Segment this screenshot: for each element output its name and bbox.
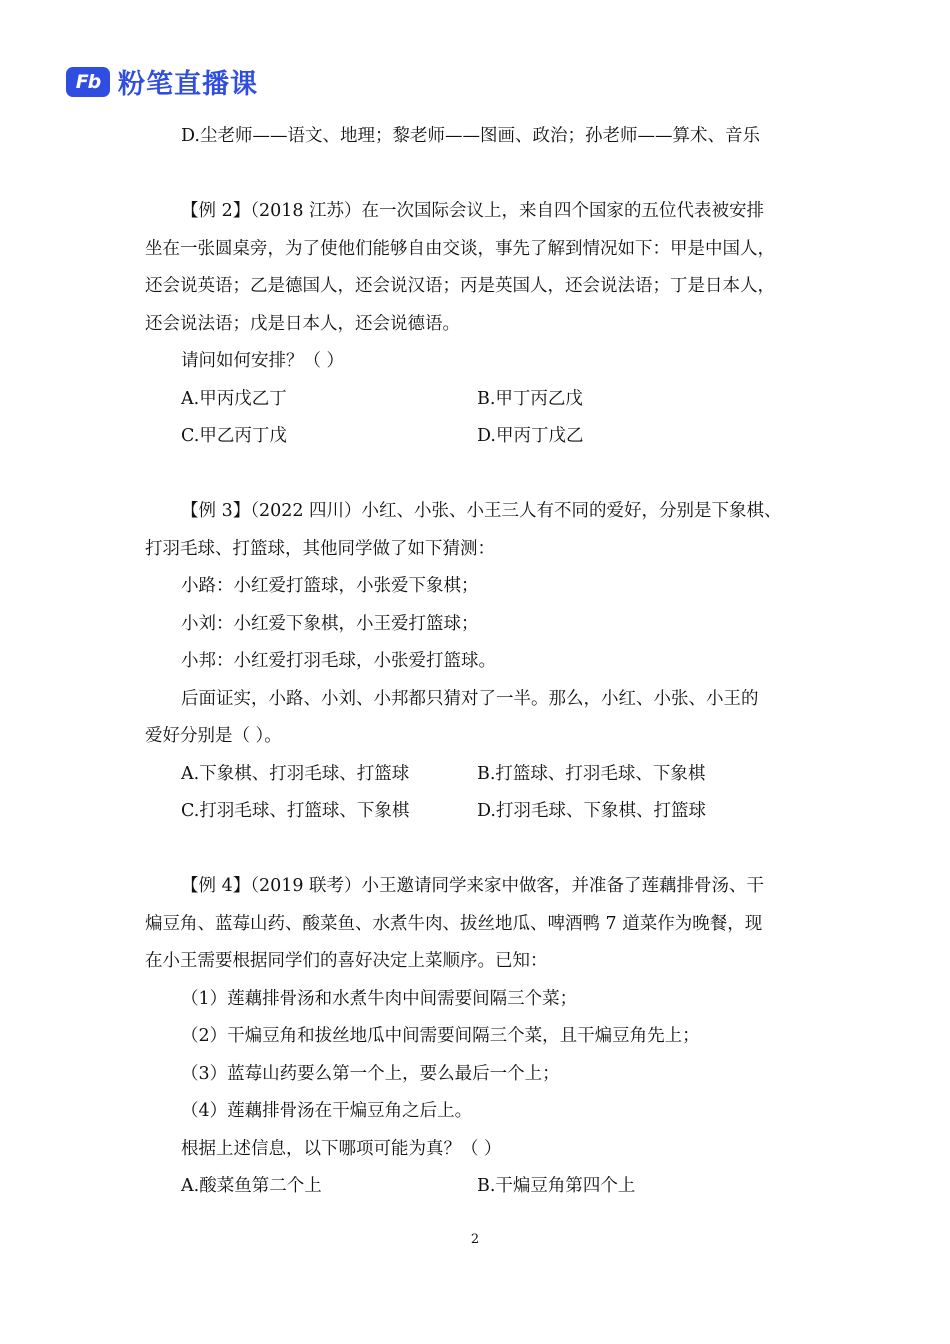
example3-guess: 小邦：小红爱打羽毛球，小张爱打篮球。 [181,651,496,671]
example3-option-c: C.打羽毛球、打篮球、下象棋 [181,801,410,821]
example4-question: 根据上述信息，以下哪项可能为真？（ ） [181,1138,502,1159]
example2-options-row [145,418,810,456]
example2-options-row [145,381,810,419]
example2-option-a: A.甲丙戊乙丁 [181,388,287,409]
example2-option-d: D.甲丙丁戊乙 [477,426,584,446]
page-number: 2 [470,1232,480,1247]
example4-line: 煸豆角、蓝莓山药、酸菜鱼、水煮牛肉、拔丝地瓜、啤酒鸭 7 道菜作为晚餐，现 [145,913,763,934]
example3-line: 【例 3】（2022 四川）小红、小张、小王三人有不同的爱好，分别是下象棋、 [181,501,782,521]
example3-conclusion: 爱好分别是（ ）。 [145,726,282,746]
example4-condition: （3）蓝莓山药要么第一个上，要么最后一个上； [181,1063,560,1084]
example4-condition: （1）莲藕排骨汤和水煮牛肉中间需要间隔三个菜； [181,988,578,1009]
example4-line: 在小王需要根据同学们的喜好决定上菜顺序。已知： [145,951,548,971]
example4-line: 【例 4】（2019 联考）小王邀请同学来家中做客，并准备了莲藕排骨汤、干 [181,876,765,896]
example2-line: 还会说法语；戊是日本人，还会说德语。 [145,313,460,334]
example2-line: 坐在一张圆桌旁，为了使他们能够自由交谈，事先了解到情况如下：甲是中国人， [145,238,775,259]
example4-condition: （2）干煸豆角和拔丝地瓜中间需要间隔三个菜，且干煸豆角先上； [181,1026,700,1046]
example2-question: 请问如何安排？（ ） [181,351,345,371]
document-body [145,118,810,1206]
example4-option-a: A.酸菜鱼第二个上 [181,1176,322,1196]
example3-conclusion: 后面证实，小路、小刘、小邦都只猜对了一半。那么，小红、小张、小王的 [181,688,759,709]
example3-option-d: D.打羽毛球、下象棋、打篮球 [477,801,706,821]
prev-option-d: D.尘老师——语文、地理；黎老师——图画、政治；孙老师——算术、音乐 [181,126,760,146]
example3-options-row [145,793,810,831]
example3-line: 打羽毛球、打篮球，其他同学做了如下猜测： [145,538,495,559]
logo-mark-icon [66,67,110,97]
logo-text: 粉笔直播课 [118,69,258,100]
example3-option-b: B.打篮球、打羽毛球、下象棋 [477,763,706,784]
example3-guess: 小刘：小红爱下象棋，小王爱打篮球； [181,613,479,634]
example2-option-b: B.甲丁丙乙戊 [477,388,583,409]
example3-options-row [145,756,810,794]
example2-line: 还会说英语；乙是德国人，还会说汉语；丙是英国人，还会说法语；丁是日本人， [145,276,775,296]
example3-guess: 小路：小红爱打篮球，小张爱下象棋； [181,576,479,596]
example4-condition: （4）莲藕排骨汤在干煸豆角之后上。 [181,1101,473,1121]
example3-option-a: A.下象棋、打羽毛球、打篮球 [181,763,410,784]
example4-option-b: B.干煸豆角第四个上 [477,1176,636,1196]
example2-option-c: C.甲乙丙丁戊 [181,426,287,446]
logo-mark-text: Fb [75,70,101,93]
example4-options-row [145,1168,810,1206]
brand-logo [66,62,258,101]
example2-line: 【例 2】（2018 江苏）在一次国际会议上，来自四个国家的五位代表被安排 [181,201,765,221]
